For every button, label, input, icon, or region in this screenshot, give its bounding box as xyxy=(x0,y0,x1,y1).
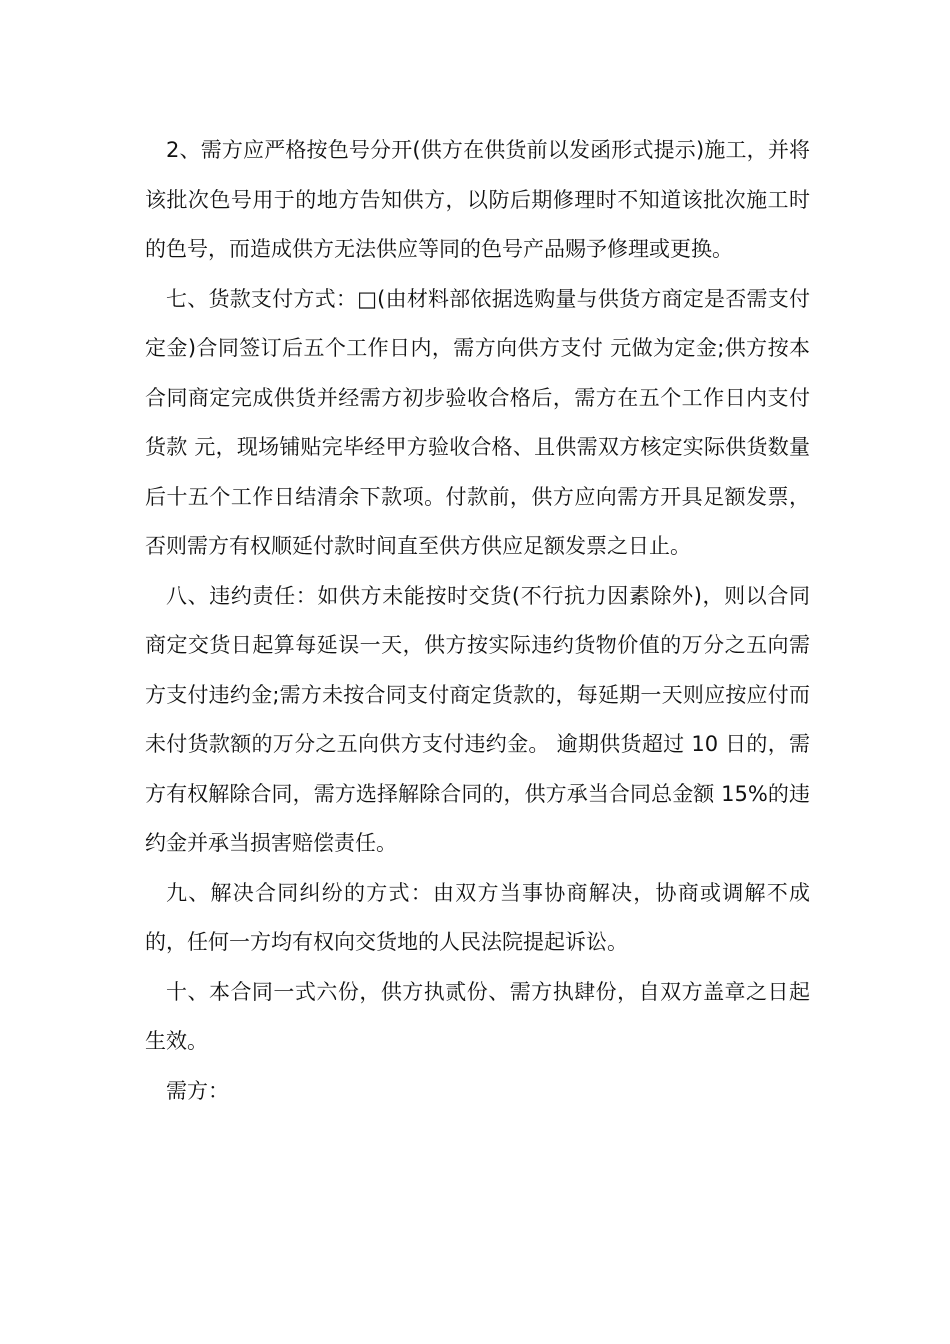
paragraph-color-number-construction: 2、需方应严格按色号分开(供方在供货前以发函形式提示)施工，并将该批次色号用于的地方告知供方，以防后期修理时不知道该批次施工时的色号，而造成供方无法供应等同的色号产品赐予修理或更换。 xyxy=(145,138,810,261)
paragraph-payment-method: 七、货款支付方式：□(由材料部依据选购量与供货方商定是否需支付定金)合同签订后五个工作日内，需方向供方支付 元做为定金;供方按本合同商定完成供货并经需方初步验收合格后，需方在五个工作日内支付货款 元，现场铺贴完毕经甲方验收合格、且供需双方核定实际供货数量后十五个工作日结清余下款项。付款前，供方应向需方开具足额发票，否则需方有权顺延付款时间直至供方供应足额发票之日止。 xyxy=(145,286,810,558)
document-body xyxy=(145,126,810,1116)
paragraph-copies-effectiveness: 十、本合同一式六份，供方执贰份、需方执肆份，自双方盖章之日起生效。 xyxy=(145,979,810,1053)
paragraph-breach-liability: 八、违约责任：如供方未能按时交货(不行抗力因素除外)，则以合同商定交货日起算每延误一天，供方按实际违约货物价值的万分之五向需方支付违约金;需方未按合同支付商定货款的，每延期一天则应按应付而未付货款额的万分之五向供方支付违约金。 逾期供货超过 10 日的，需方有权解除合同，需方选择解除合同的，供方承当合同总金额 15%的违约金并承当损害赔偿责任。 xyxy=(145,583,810,855)
paragraph-dispute-resolution: 九、解决合同纠纷的方式：由双方当事协商解决，协商或调解不成的，任何一方均有权向交货地的人民法院提起诉讼。 xyxy=(145,880,810,954)
paragraph-buyer-signature-label: 需方： xyxy=(166,1078,229,1103)
